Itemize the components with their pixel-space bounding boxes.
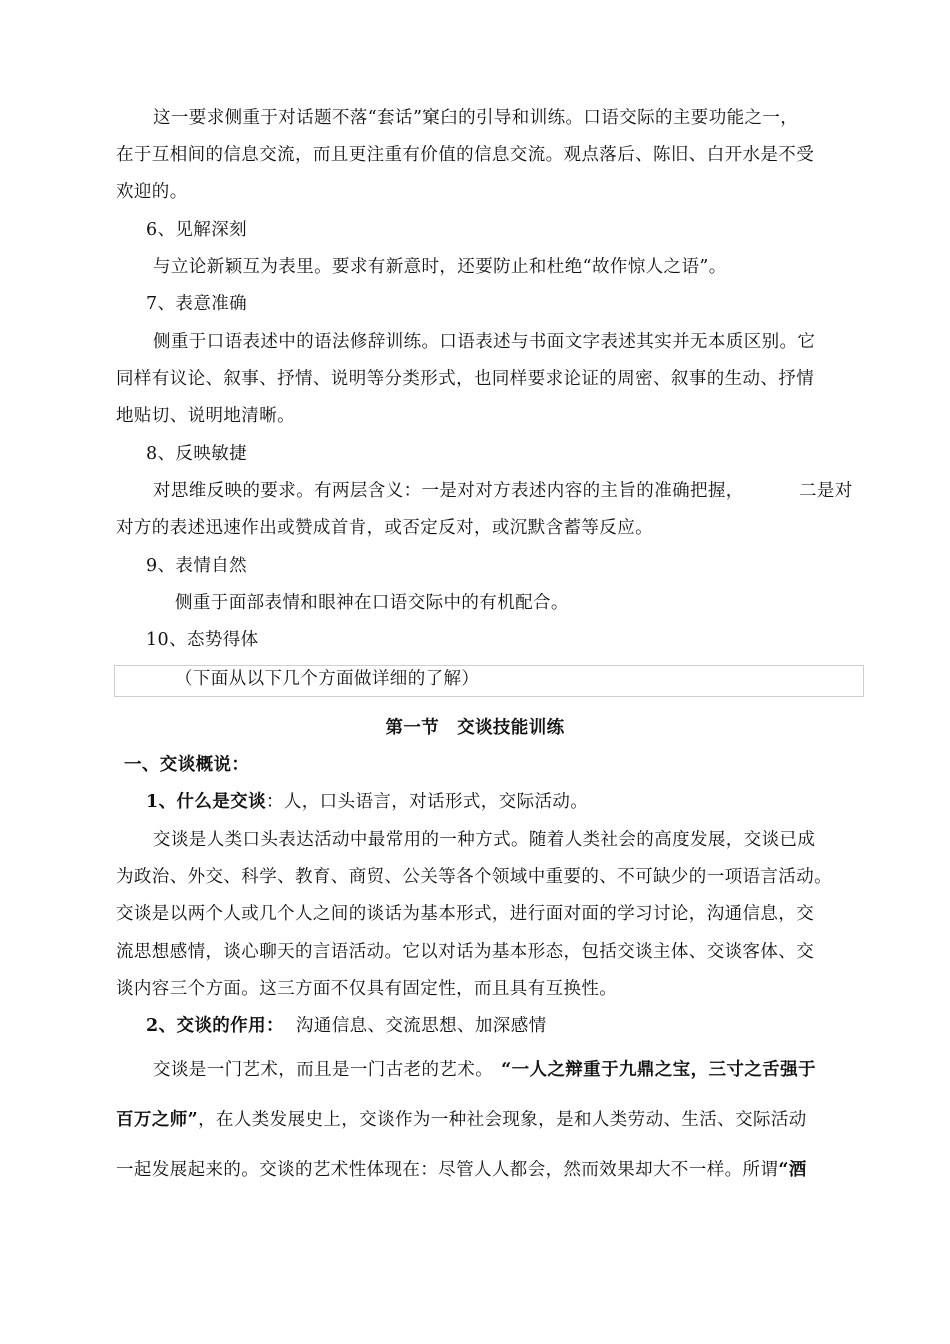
paragraph-line: [153, 1058, 816, 1082]
paragraph-line: 对思维反映的要求。有两层含义：一是对对方表述内容的主旨的准确把握，: [153, 481, 744, 501]
paragraph-line: 谈内容三个方面。这三方面不仅具有固定性，而且具有互换性。: [116, 979, 618, 999]
paragraph-line: 对方的表述迅速作出或赞成首肯，或否定反对，或沉默含蓄等反应。: [116, 518, 653, 538]
para2-text: ，在人类发展史上，交谈作为一种社会现象，是和人类劳动、生活、交际活动: [198, 1110, 807, 1130]
paragraph-line: 流思想感情，谈心聊天的言语活动。它以对话为基本形态，包括交谈主体、交谈客体、交: [116, 942, 815, 962]
paragraph-line: [116, 1108, 807, 1132]
item-heading: 10、态势得体: [146, 630, 259, 650]
paragraph-line: 为政治、外交、科学、教育、商贸、公关等各个领域中重要的、不可缺少的一项语言活动。: [116, 867, 832, 887]
quote-text: “一人之辩重于九鼎之宝，三寸之舌强于: [501, 1060, 816, 1080]
subheading-1-label: 1、什么是交谈: [146, 792, 266, 812]
note-text: （下面从以下几个方面做详细的了解）: [175, 669, 480, 689]
paragraph-line: 与立论新颖互为表里。要求有新意时，还要防止和杜绝“故作惊人之语”。: [153, 257, 727, 277]
quote-text: 百万之师”: [116, 1110, 199, 1130]
subheading-2-text: 沟通信息、交流思想、加深感情: [295, 1016, 547, 1036]
subheading-1-text: ：人，口头语言，对话形式，交际活动。: [265, 792, 589, 812]
section-title: 第一节 交谈技能训练: [385, 718, 565, 738]
quote-text: “酒: [778, 1160, 807, 1180]
subheading-1: [146, 790, 588, 814]
subheading-2: [146, 1014, 547, 1038]
paragraph-line-tail: 二是对: [799, 481, 853, 501]
heading-1: 一、交谈概说：: [124, 755, 250, 775]
item-heading: 6、见解深刻: [146, 220, 248, 240]
item-heading: 7、表意准确: [146, 294, 248, 314]
item-heading: 9、表情自然: [146, 556, 248, 576]
paragraph-line: 侧重于口语表述中的语法修辞训练。口语表述与书面文字表述其实并无本质区别。它: [153, 332, 816, 352]
paragraph-line: 交谈是人类口头表达活动中最常用的一种方式。随着人类社会的高度发展，交谈已成: [153, 830, 816, 850]
paragraph-line: 这一要求侧重于对话题不落“套话”窠臼的引导和训练。口语交际的主要功能之一，: [153, 108, 799, 128]
para2-text: 一起发展起来的。交谈的艺术性体现在：尽管人人都会，然而效果却大不一样。所谓: [116, 1160, 779, 1180]
paragraph-line: 在于互相间的信息交流，而且更注重有价值的信息交流。观点落后、陈旧、白开水是不受: [116, 145, 815, 165]
paragraph-line: [116, 1158, 807, 1182]
paragraph-line: 同样有议论、叙事、抒情、说明等分类形式，也同样要求论证的周密、叙事的生动、抒情: [116, 369, 815, 389]
para2-text: 交谈是一门艺术，而且是一门古老的艺术。: [153, 1060, 494, 1080]
paragraph-line: 侧重于面部表情和眼神在口语交际中的有机配合。: [175, 593, 569, 613]
subheading-2-label: 2、交谈的作用：: [146, 1016, 284, 1036]
paragraph-line: 地贴切、说明地清晰。: [116, 406, 295, 426]
paragraph-line: 交谈是以两个人或几个人之间的谈话为基本形式，进行面对面的学习讨论，沟通信息，交: [116, 904, 815, 924]
item-heading: 8、反映敏捷: [146, 444, 248, 464]
paragraph-line: 欢迎的。: [116, 182, 188, 202]
